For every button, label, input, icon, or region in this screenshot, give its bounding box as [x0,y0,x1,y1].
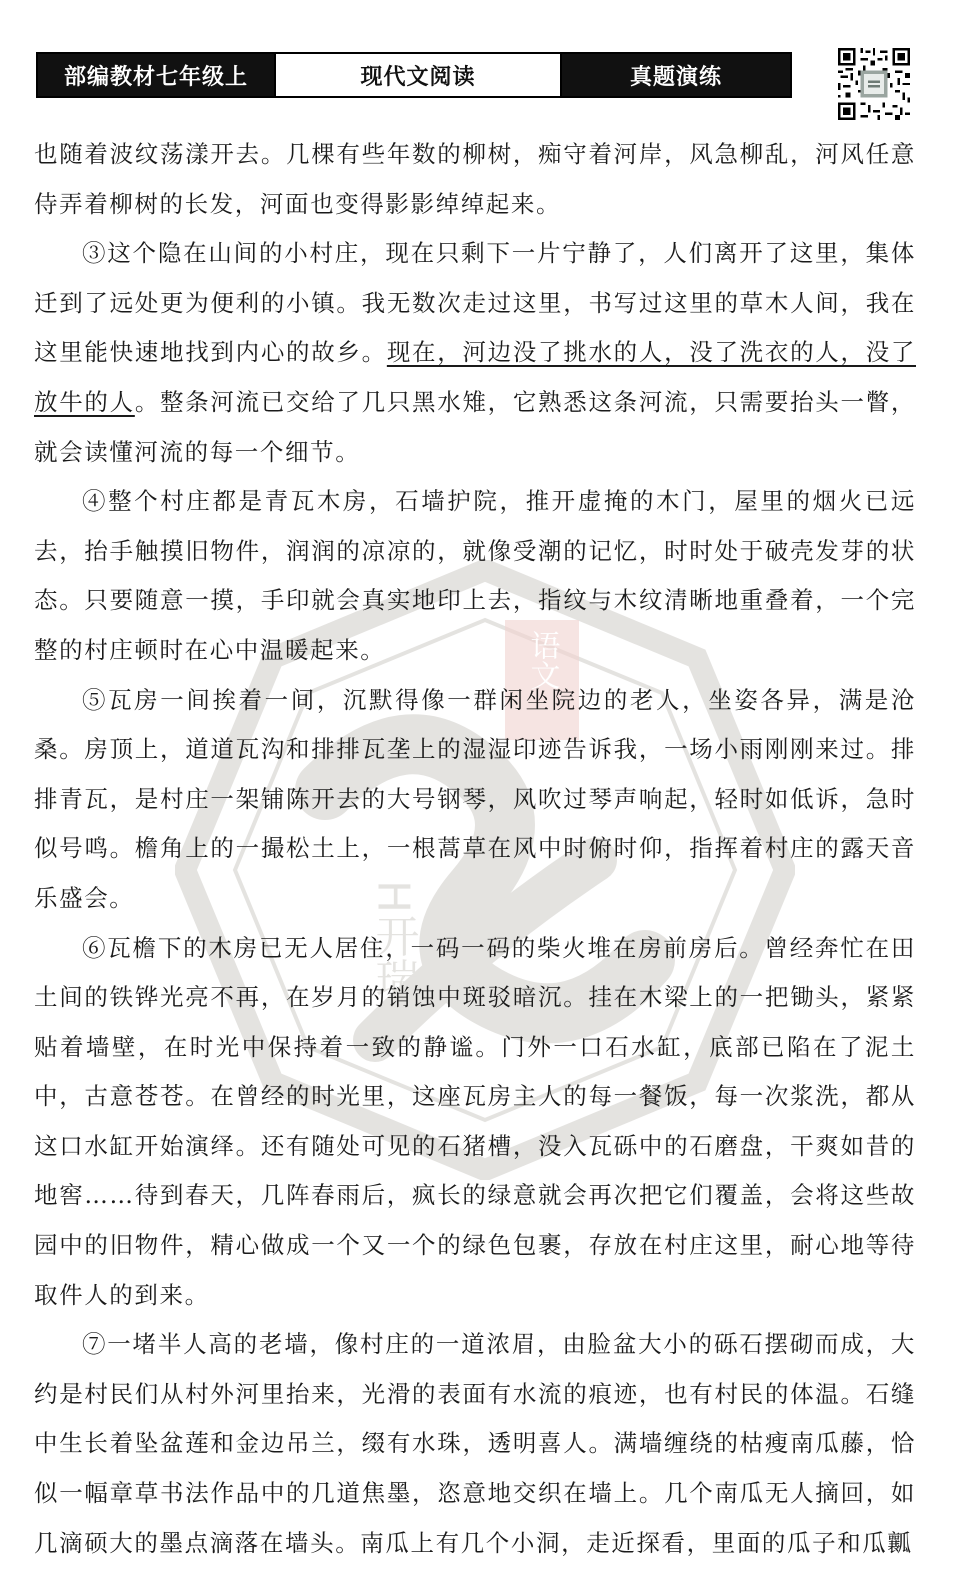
paragraph-3-text: ③这个隐在山间的小村庄，现在只剩下一片宁静了，人们离开了这里，集体迁到了远处更为便利的小镇。我无数次走过这里，书写过这里的草木人间，我在这里能快速地找到内心的故乡。 [34,239,916,367]
paragraph-3-underlined-sentence: 现在，河边没了挑水的人，没了洗衣的人，没了放牛的人 [34,338,916,416]
header-textbook-label: 部编教材七年级上 [38,54,274,96]
header-practice-label: 真题演练 [562,54,790,96]
paragraph-continuation: 也随着波纹荡漾开去。几棵有些年数的柳树，痴守着河岸，风急柳乱，河风任意侍弄着柳树的长发，河面也变得影影绰绰起来。 [34,140,916,218]
watermark-side-text: H开瑞 [367,880,419,1002]
header-section-label: 现代文阅读 [274,54,562,96]
paragraph-6: ⑥瓦檐下的木房已无人居住，一码一码的柴火堆在房前房后。曾经奔忙在田土间的铁铧光亮不再，在岁月的销蚀中斑驳暗沉。挂在木梁上的一把锄头，紧紧贴着墙壁，在时光中保持着一致的静谧。门外一口石水缸，底部已陷在了泥土中，古意苍苍。在曾经的时光里，这座瓦房主人的每一餐饭，每一次浆洗，都从这口水缸开始演绎。还有随处可见的石猪槽，没入瓦砾中的石磨盘，干爽如昔的地窖……待到春天，几阵春雨后，疯长的绿意就会再次把它们覆盖，会将这些故园中的旧物件，精心做成一个又一个的绿色包裹，存放在村庄这里，耐心地等待取件人的到来。 [34,933,916,1309]
paragraph-5: ⑤瓦房一间挨着一间，沉默得像一群闲坐院边的老人，坐姿各异，满是沧桑。房顶上，道道瓦沟和排排瓦垄上的湿湿印迹告诉我，一场小雨刚刚来过。排排青瓦，是村庄一架铺陈开去的大号钢琴，风吹过琴声响起，轻时如低诉，急时似号鸣。檐角上的一撮松土上，一根蒿草在风中时俯时仰，指挥着村庄的露天音乐盛会。 [34,685,916,912]
qr-code-icon[interactable] [838,48,910,120]
watermark-seal-text: 语文 [524,630,560,690]
paragraph-3-text-end: 。整条河流已交给了几只黑水雉，它熟悉这条河流，只需要抬头一瞥，就会读懂河流的每一个细节。 [34,387,916,466]
paragraph-4: ④整个村庄都是青瓦木房，石墙护院，推开虚掩的木门，屋里的烟火已远去，抬手触摸旧物件，润润的凉凉的，就像受潮的记忆，时时处于破壳发芽的状态。只要随意一摸，手印就会真实地印上去，指纹与木纹清晰地重叠着，一个完整的村庄顿时在心中温暖起来。 [34,487,916,664]
paragraph-3 [34,229,916,477]
header-bar [36,52,792,98]
article-body [34,130,916,1568]
paragraph-7: ⑦一堵半人高的老墙，像村庄的一道浓眉，由脸盆大小的砾石摆砌而成，大约是村民们从村外河里抬来，光滑的表面有水流的痕迹，也有村民的体温。石缝中生长着坠盆莲和金边吊兰，缀有水珠，透明喜人。满墙缠绕的枯瘦南瓜藤，恰似一幅章草书法作品中的几道焦墨，恣意地交织在墙上。几个南瓜无人摘回，如几滴硕大的墨点滴落在墙头。南瓜上有几个小洞，走近探看，里面的瓜子和瓜瓤 [34,1330,916,1557]
